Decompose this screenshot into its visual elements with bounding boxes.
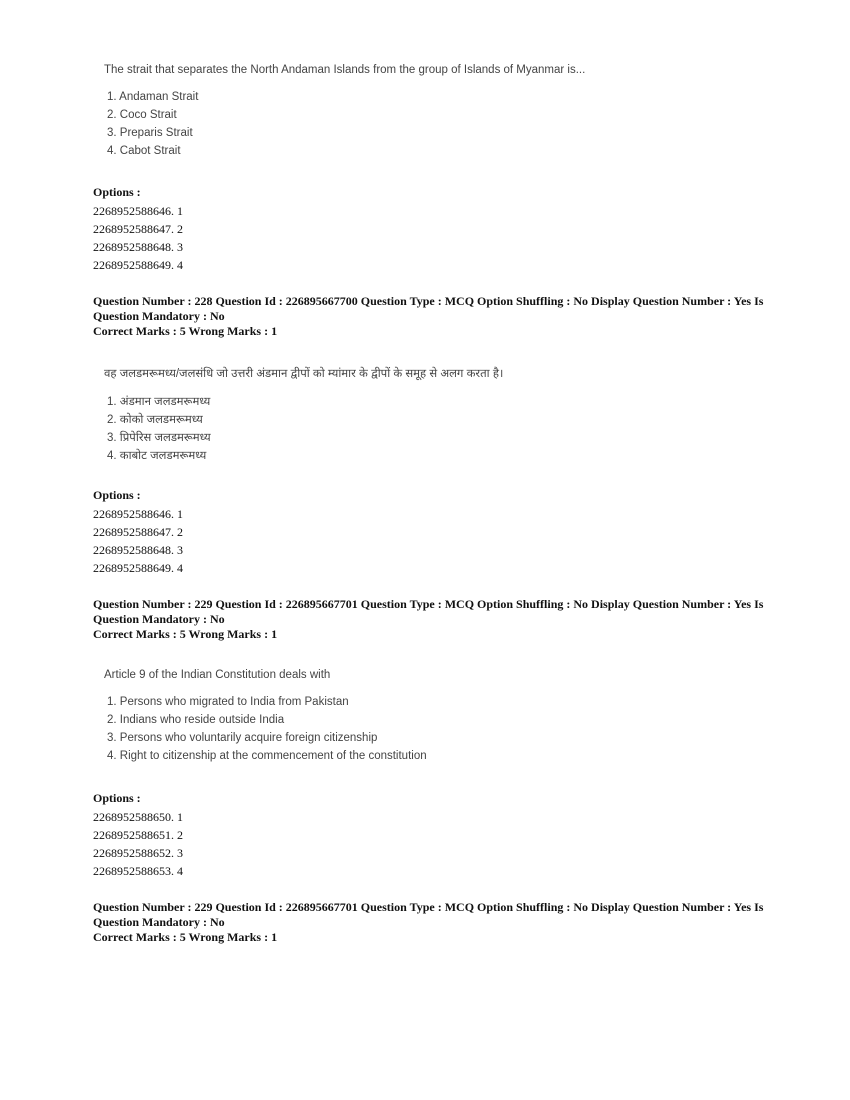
question-meta-line: Question Number : 229 Question Id : 226895667701 Question Type : MCQ Option Shuffling : No Display Question Number : Yes Is Question Mandatory : No (93, 597, 764, 626)
answer-item: 2. कोको जलडमरूमध्य (107, 414, 203, 426)
question-meta (93, 294, 765, 339)
answer-item: 1. Persons who migrated to India from Pakistan (107, 696, 349, 708)
marks-line: Correct Marks : 5 Wrong Marks : 1 (93, 627, 278, 641)
answer-item: 2. Coco Strait (107, 109, 177, 121)
answer-item: 4. काबोट जलडमरूमध्य (107, 450, 207, 462)
answer-item: 4. Right to citizenship at the commencement of the constitution (107, 750, 427, 762)
answer-item: 3. प्रिपेरिस जलडमरूमध्य (107, 432, 211, 444)
options-heading: Options : (93, 185, 141, 199)
question-stem: Article 9 of the Indian Constitution deals with (104, 669, 331, 681)
answer-item: 2. Indians who reside outside India (107, 714, 285, 726)
option-id: 2268952588648. 3 (93, 543, 183, 557)
question-meta (93, 900, 765, 945)
answer-item: 1. अंडमान जलडमरूमध्य (107, 396, 211, 408)
question-meta-line: Question Number : 228 Question Id : 226895667700 Question Type : MCQ Option Shuffling : No Display Question Number : Yes Is Question Mandatory : No (93, 294, 764, 323)
options-heading: Options : (93, 488, 141, 502)
answer-item: 1. Andaman Strait (107, 91, 199, 103)
question-stem: वह जलडमरूमध्य/जलसंधि जो उत्तरी अंडमान द्वीपों को म्यांमार के द्वीपों के समूह से अलग करता है। (104, 368, 504, 380)
question-meta-line: Question Number : 229 Question Id : 226895667701 Question Type : MCQ Option Shuffling : No Display Question Number : Yes Is Question Mandatory : No (93, 900, 764, 929)
question-image-228 (104, 64, 585, 160)
options-block (93, 486, 183, 577)
options-heading: Options : (93, 791, 141, 805)
answer-list (104, 88, 585, 160)
option-id: 2268952588646. 1 (93, 204, 183, 218)
option-id: 2268952588647. 2 (93, 222, 183, 236)
option-id: 2268952588649. 4 (93, 258, 183, 272)
option-id: 2268952588650. 1 (93, 810, 183, 824)
question-stem: The strait that separates the North Andaman Islands from the group of Islands of Myanmar is... (104, 64, 586, 76)
marks-line: Correct Marks : 5 Wrong Marks : 1 (93, 930, 278, 944)
option-id: 2268952588653. 4 (93, 864, 183, 878)
option-id: 2268952588648. 3 (93, 240, 183, 254)
marks-line: Correct Marks : 5 Wrong Marks : 1 (93, 324, 278, 338)
question-meta (93, 597, 765, 642)
option-id: 2268952588647. 2 (93, 525, 183, 539)
answer-list (104, 393, 503, 465)
question-image-hindi (104, 366, 503, 465)
question-image-229 (104, 669, 427, 765)
answer-list (104, 693, 427, 765)
answer-item: 4. Cabot Strait (107, 145, 181, 157)
option-id: 2268952588651. 2 (93, 828, 183, 842)
options-block (93, 789, 183, 880)
option-id: 2268952588649. 4 (93, 561, 183, 575)
option-id: 2268952588652. 3 (93, 846, 183, 860)
option-id: 2268952588646. 1 (93, 507, 183, 521)
options-block (93, 183, 183, 274)
answer-item: 3. Persons who voluntarily acquire foreign citizenship (107, 732, 378, 744)
answer-item: 3. Preparis Strait (107, 127, 193, 139)
